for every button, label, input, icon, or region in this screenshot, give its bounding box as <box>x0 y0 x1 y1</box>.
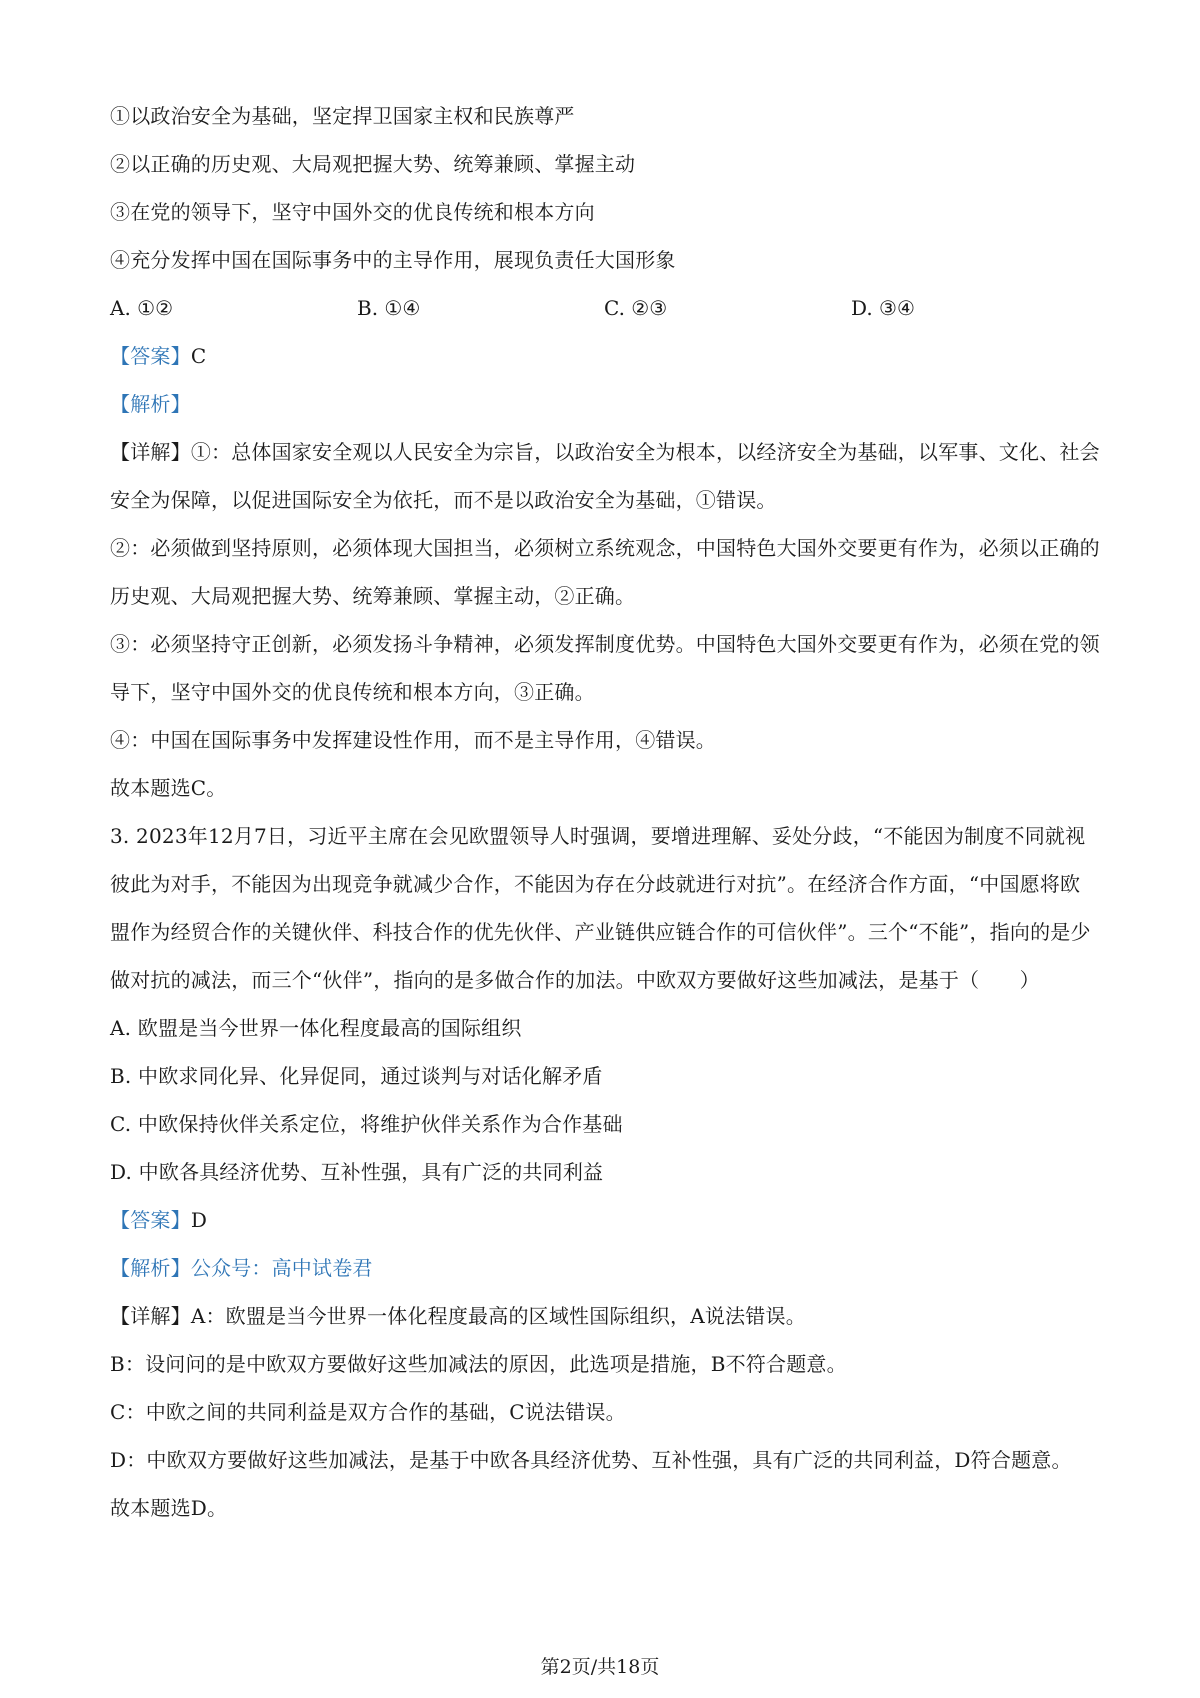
q3-conclusion: 故本题选D。 <box>110 1496 228 1520</box>
q2-answer <box>110 332 1100 380</box>
q3-option-a: A. 欧盟是当今世界一体化程度最高的国际组织 <box>110 1016 522 1040</box>
q2-conclusion: 故本题选C。 <box>110 776 227 800</box>
q2-option-c: C. ②③ <box>604 296 668 320</box>
answer-tag: 【答案】 <box>110 344 191 368</box>
q3-option-b: B. 中欧求同化异、化异促同，通过谈判与对话化解矛盾 <box>110 1064 603 1088</box>
q2-detail-4: ④：中国在国际事务中发挥建设性作用，而不是主导作用，④错误。 <box>110 728 716 752</box>
q2-options <box>110 284 1100 332</box>
q3-detail-c: C：中欧之间的共同利益是双方合作的基础，C说法错误。 <box>110 1400 626 1424</box>
statement-2: ②以正确的历史观、大局观把握大势、统筹兼顾、掌握主动 <box>110 152 636 176</box>
q3-detail-a <box>110 1292 1100 1340</box>
answer-value: C <box>190 344 207 368</box>
q2-option-d: D. ③④ <box>851 296 915 320</box>
q3-option-d: D. 中欧各具经济优势、互补性强，具有广泛的共同利益 <box>110 1160 604 1184</box>
page-footer: 第2页/共18页 <box>540 1656 660 1678</box>
answer-value: D <box>190 1208 208 1232</box>
analysis-tag: 【解析】 <box>110 1256 191 1280</box>
document-page <box>110 92 1100 1532</box>
detail-text: A：欧盟是当今世界一体化程度最高的区域性国际组织，A说法错误。 <box>190 1304 806 1328</box>
q3-detail-b: B：设问问的是中欧双方要做好这些加减法的原因，此选项是措施，B不符合题意。 <box>110 1352 847 1376</box>
q3-stem: 3. 2023年12月7日，习近平主席在会见欧盟领导人时强调，要增进理解、妥处分歧，“不能因为制度不同就视彼此为对手，不能因为出现竞争就减少合作，不能因为存在分歧就进行对抗”。在经济合作方面，“中国愿将欧盟作为经贸合作的关键伙伴、科技合作的优先伙伴、产业链供应链合作的可信伙伴”。三个“不能”，指向的是少做对抗的减法，而三个“伙伴”，指向的是多做合作的加法。中欧双方要做好这些加减法，是基于（ ） <box>110 824 1091 992</box>
detail-tag: 【详解】 <box>110 1304 191 1328</box>
statement-1: ①以政治安全为基础，坚定捍卫国家主权和民族尊严 <box>110 104 575 128</box>
statement-4: ④充分发挥中国在国际事务中的主导作用，展现负责任大国形象 <box>110 248 676 272</box>
q2-detail-2: ②：必须做到坚持原则，必须体现大国担当，必须树立系统观念，中国特色大国外交要更有作为，必须以正确的历史观、大局观把握大势、统筹兼顾、掌握主动，②正确。 <box>110 536 1100 608</box>
answer-tag: 【答案】 <box>110 1208 191 1232</box>
q2-option-a: A. ①② <box>110 296 174 320</box>
q2-analysis-tag: 【解析】 <box>110 392 191 416</box>
q3-option-c: C. 中欧保持伙伴关系定位，将维护伙伴关系作为合作基础 <box>110 1112 623 1136</box>
q3-detail-d: D：中欧双方要做好这些加减法，是基于中欧各具经济优势、互补性强，具有广泛的共同利益，D符合题意。 <box>110 1448 1072 1472</box>
q2-detail-1 <box>110 428 1100 524</box>
detail-tag: 【详解】 <box>110 440 191 464</box>
analysis-note: 公众号：高中试卷君 <box>190 1256 373 1280</box>
q2-option-b: B. ①④ <box>357 296 421 320</box>
statement-3: ③在党的领导下，坚守中国外交的优良传统和根本方向 <box>110 200 595 224</box>
q3-analysis <box>110 1244 1100 1292</box>
q3-answer <box>110 1196 1100 1244</box>
detail-text: ①：总体国家安全观以人民安全为宗旨，以政治安全为根本，以经济安全为基础，以军事、文化、社会安全为保障，以促进国际安全为依托，而不是以政治安全为基础，①错误。 <box>110 440 1100 512</box>
q2-detail-3: ③：必须坚持守正创新，必须发扬斗争精神，必须发挥制度优势。中国特色大国外交要更有作为，必须在党的领导下，坚守中国外交的优良传统和根本方向，③正确。 <box>110 632 1100 704</box>
